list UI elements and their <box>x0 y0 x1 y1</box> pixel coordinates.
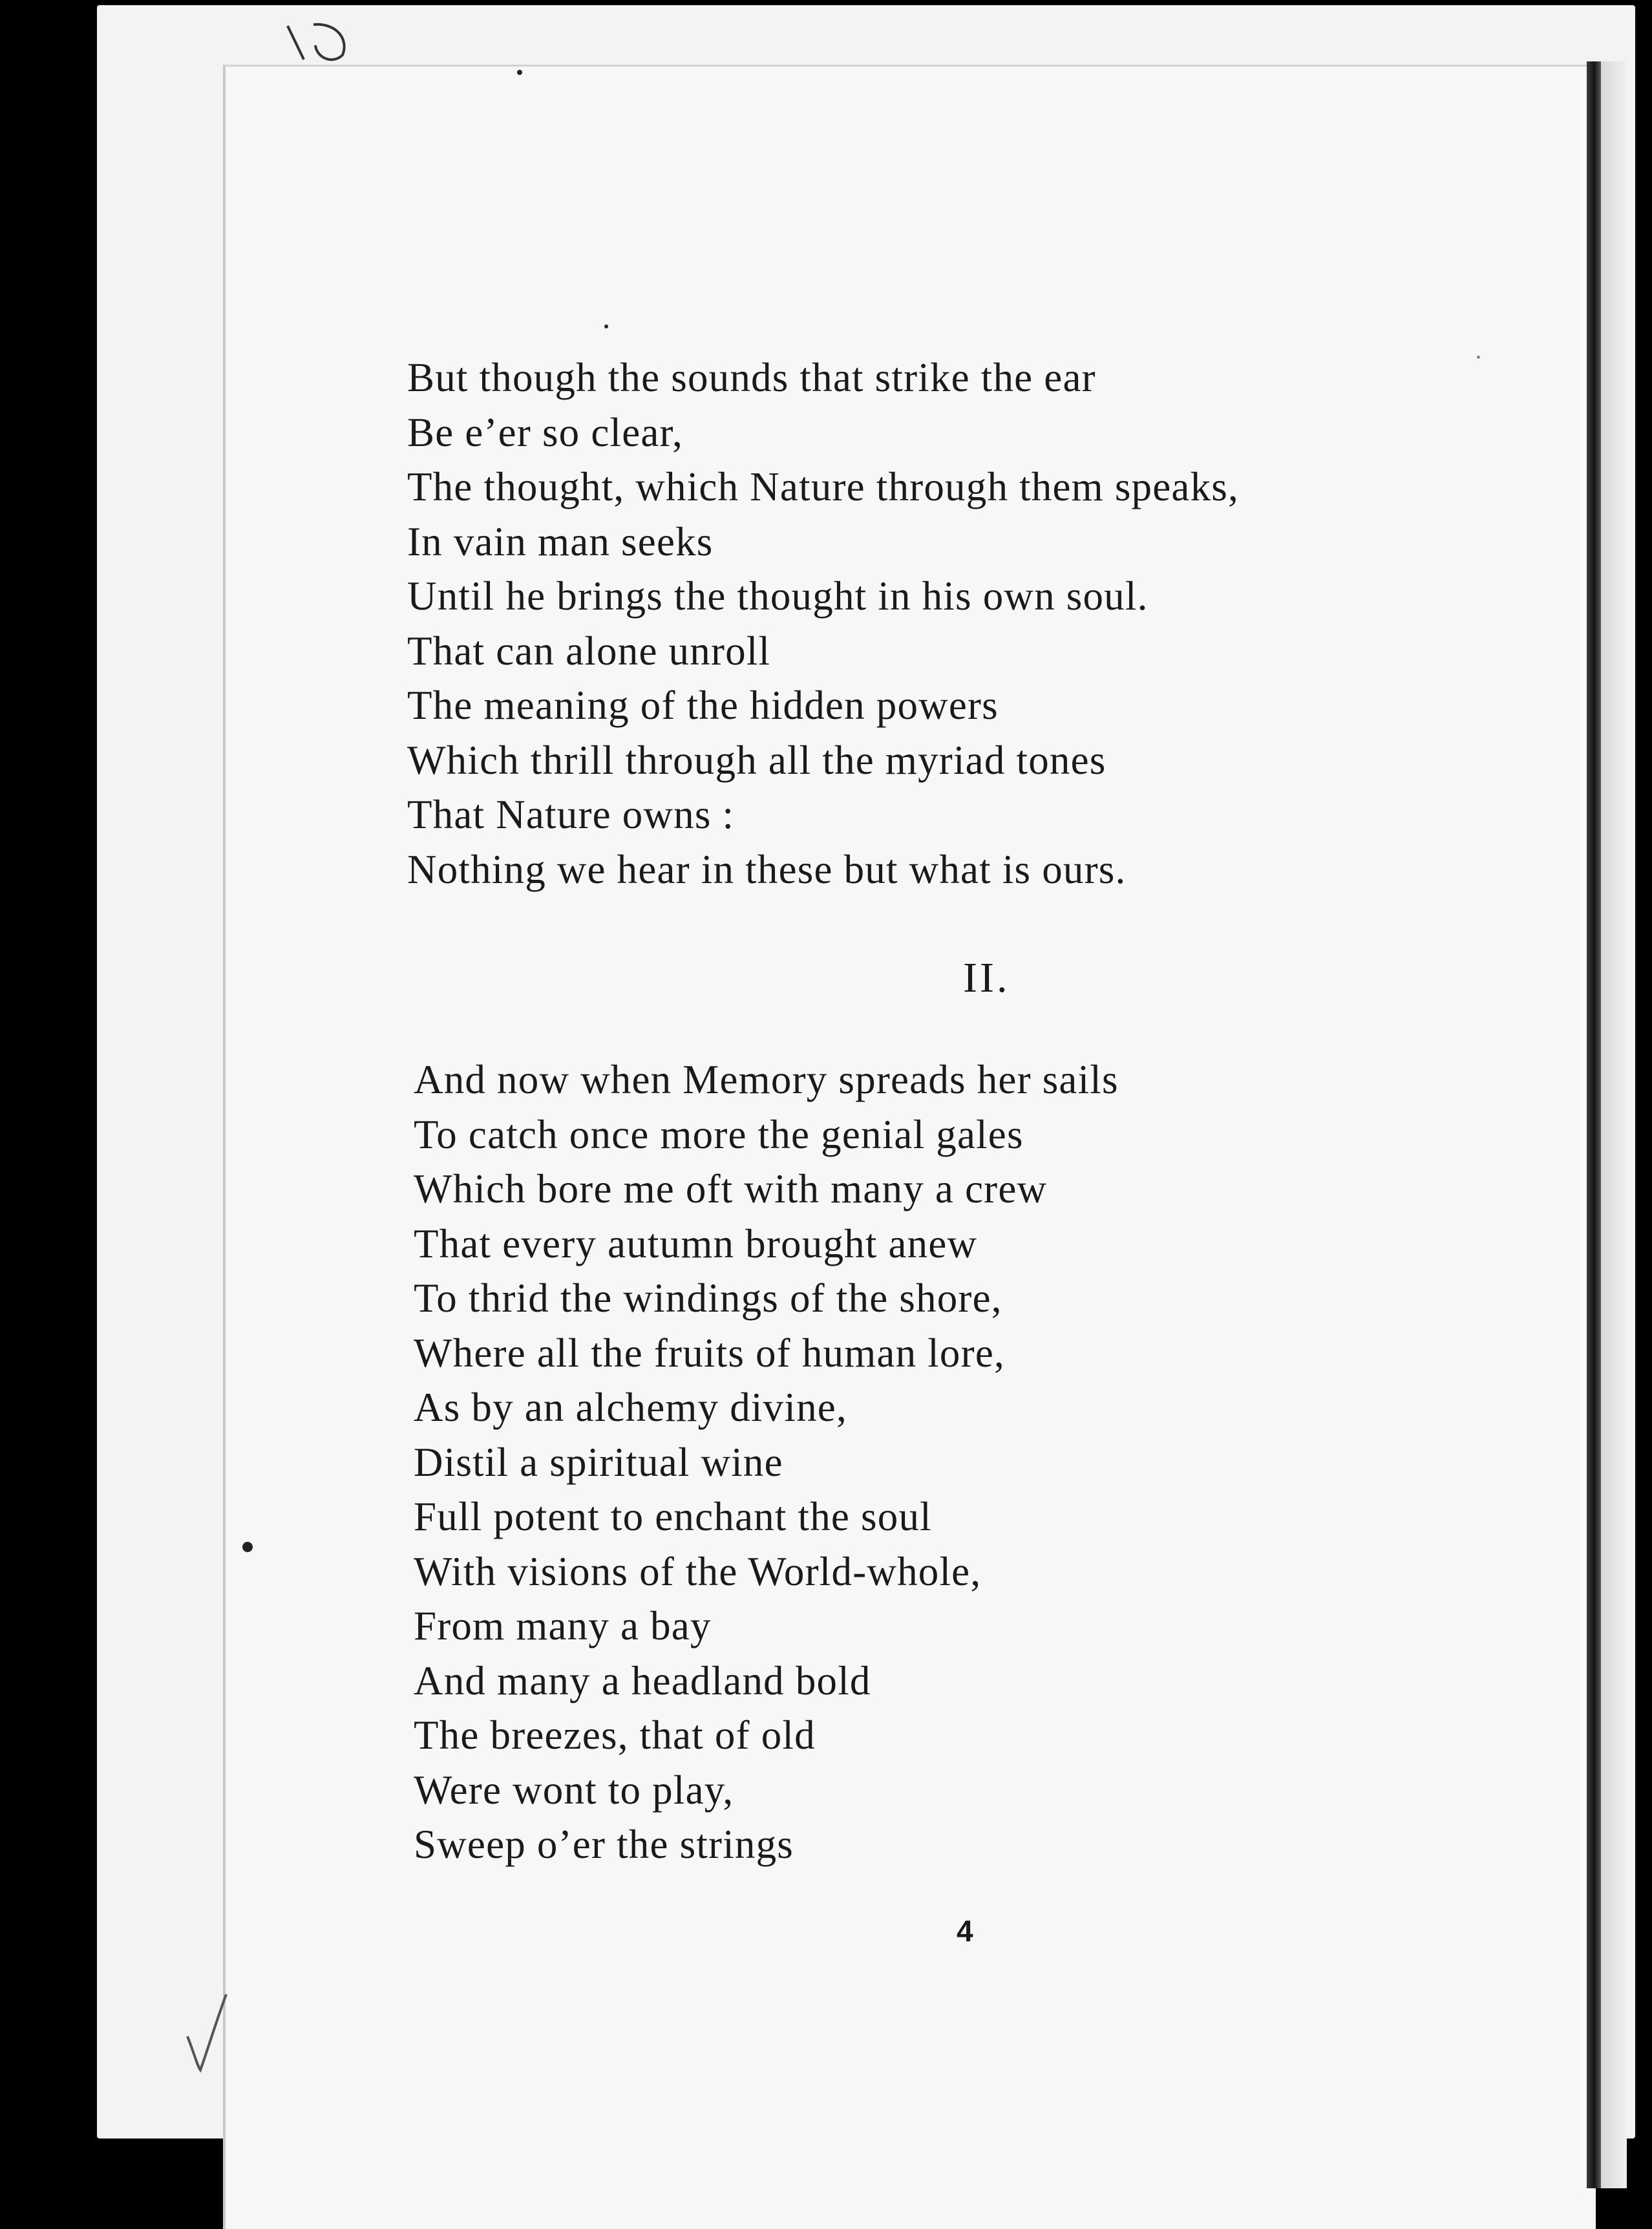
poem-line: The meaning of the hidden powers <box>407 683 999 728</box>
poem-line: And many a headland bold <box>414 1658 871 1703</box>
poem-line: Full potent to enchant the soul <box>414 1494 932 1539</box>
section-numeral: II. <box>963 954 1010 1001</box>
poem-line: From many a bay <box>414 1603 712 1648</box>
poem-line: To catch once more the genial gales <box>414 1111 1024 1157</box>
poem-line: That can alone unroll <box>407 628 771 674</box>
poem-line: To thrid the windings of the shore, <box>414 1275 1002 1321</box>
poem-line: And now when Memory spreads her sails <box>414 1057 1119 1102</box>
poem-line: That Nature owns : <box>407 792 735 837</box>
poem-line: That every autumn brought anew <box>414 1221 978 1266</box>
poem-line: As by an alchemy divine, <box>414 1385 847 1430</box>
poem-line: Be e’er so clear, <box>407 409 684 455</box>
pencil-check-mark <box>181 1991 233 2075</box>
poem-line: Were wont to play, <box>414 1767 734 1813</box>
ink-speck <box>604 325 608 328</box>
poem-line: But though the sounds that strike the ear <box>407 355 1096 400</box>
poem-line: With visions of the World-whole, <box>414 1548 982 1594</box>
stanza-one <box>407 350 1239 897</box>
ink-speck <box>1477 356 1480 359</box>
binding-edge <box>1601 61 1627 2188</box>
poem-line: Until he brings the thought in his own soul. <box>407 573 1149 619</box>
poem-line: In vain man seeks <box>407 518 714 564</box>
poem-line: Sweep o’er the strings <box>414 1822 794 1867</box>
poem-line: Which thrill through all the myriad tones <box>407 737 1107 783</box>
page-number: 4 <box>957 1914 973 1948</box>
poem-line: Distil a spiritual wine <box>414 1439 783 1485</box>
ink-speck <box>242 1542 253 1552</box>
ink-speck <box>517 70 522 75</box>
binding-shadow <box>1587 61 1601 2188</box>
poem-line: Where all the fruits of human lore, <box>414 1330 1005 1376</box>
poem-line: Which bore me oft with many a crew <box>414 1166 1048 1211</box>
poem-line: Nothing we hear in these but what is ours. <box>407 846 1127 892</box>
poem-line: The breezes, that of old <box>414 1712 816 1758</box>
poem-line: The thought, which Nature through them speaks, <box>407 464 1239 509</box>
stanza-two <box>414 1052 1119 1872</box>
pencil-mark-top <box>278 19 362 65</box>
